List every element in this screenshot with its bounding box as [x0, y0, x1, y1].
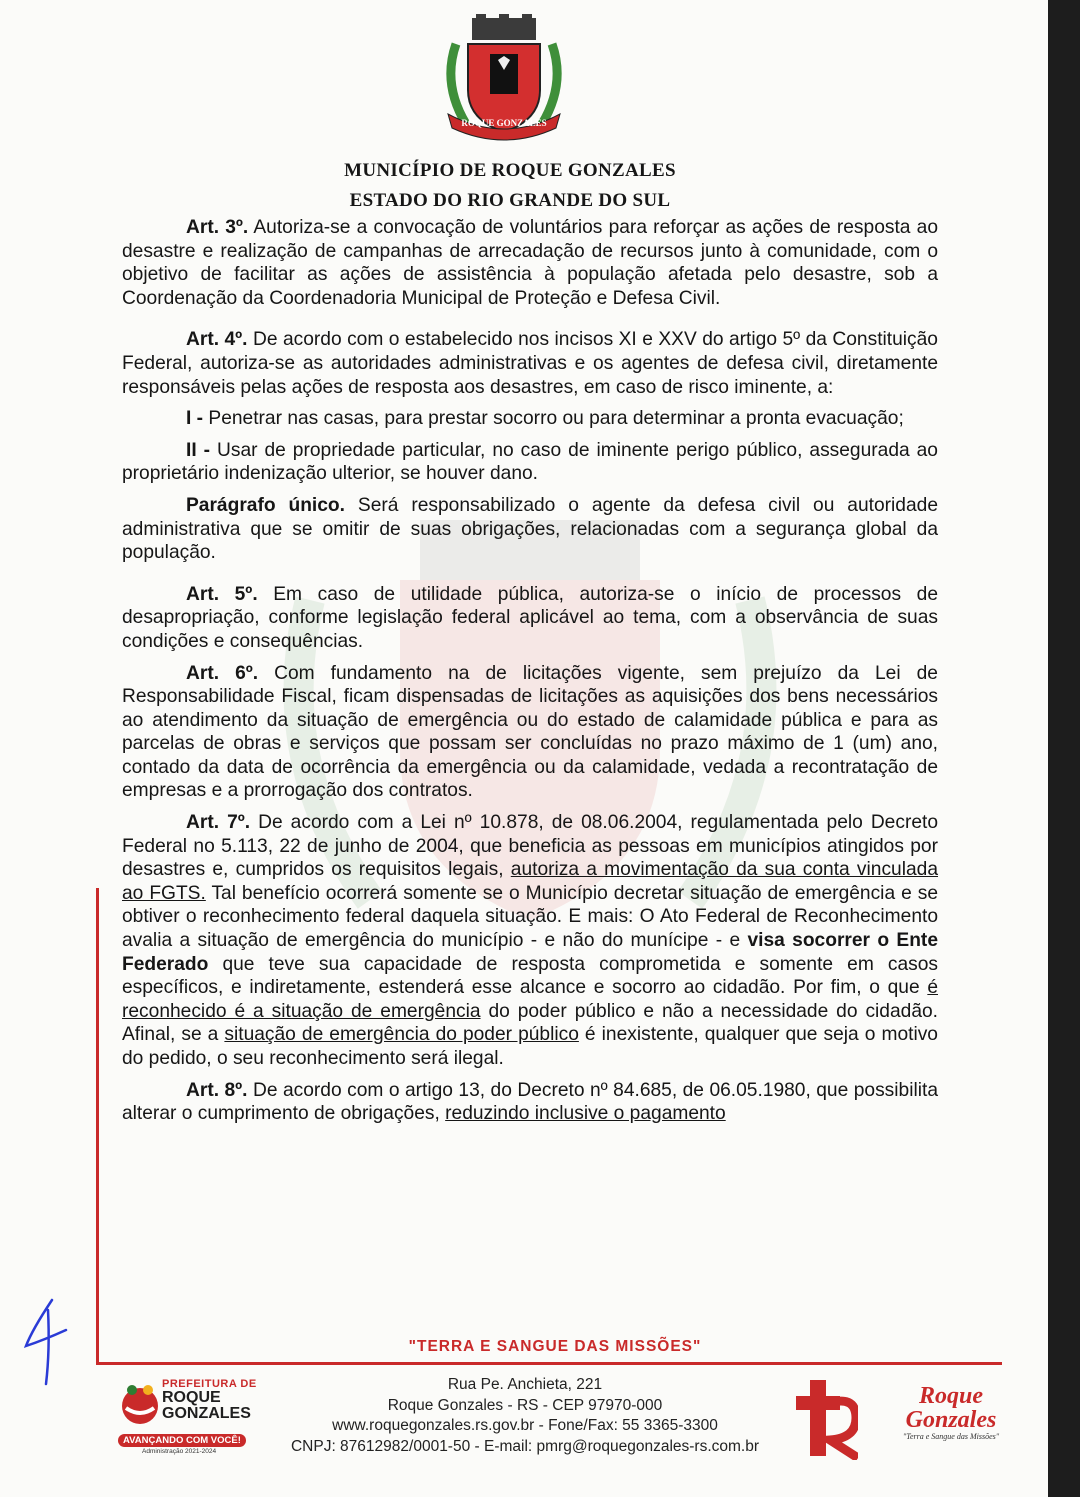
article-label: Art. 4º.	[186, 329, 248, 351]
address-line: Roque Gonzales - RS - CEP 97970-000	[387, 1396, 663, 1414]
underlined-text: situação de emergência do poder público	[224, 1024, 579, 1046]
article-5	[122, 583, 938, 654]
state-heading: ESTADO DO RIO GRANDE DO SUL	[349, 190, 671, 211]
article-text: Tal benefício ocorrerá somente se o Município decretar situação de emergência e se obtiver o reconhecimento federal daquela situação. E mais: O Ato Federal de Reconhecimento avalia a situação de emergência do município - e não do munícipe - e	[122, 882, 938, 952]
article-text: é inexistente, qualquer que seja o motivo do pedido, o seu reconhecimento será ilegal.	[122, 1024, 938, 1069]
roque-gonzales-brand-logo	[792, 1374, 1007, 1464]
municipality-heading: MUNICÍPIO DE ROQUE GONZALES	[344, 160, 676, 181]
brand-name-line2: Gonzales	[905, 1407, 997, 1433]
article-text: do poder público e não a necessidade do cidadão. Afinal, se a	[122, 1000, 938, 1046]
article-text: De acordo com o estabelecido nos incisos XI e XXV do artigo 5º da Constituição Federal, autoriza-se as autoridades administrativas e os agentes de defesa civil, diretamente responsáveis pelas ações de resposta aos desastres, em caso de risco iminente, a:	[122, 329, 938, 398]
motto: "TERRA E SANGUE DAS MISSÕES"	[408, 1338, 702, 1355]
article-4-item-1	[122, 407, 938, 431]
article-text: Em caso de utilidade pública, autoriza-se o início de processos de desapropriação, conforme legislação federal aplicável ao tema, com a observância de suas condições e consequências.	[122, 583, 938, 652]
svg-text:ROQUE GONZALES: ROQUE GONZALES	[461, 118, 547, 128]
brand-tagline: "Terra e Sangue das Missões"	[902, 1432, 1000, 1441]
article-label: Art. 8º.	[186, 1079, 248, 1101]
article-text: De acordo com a Lei nº 10.878, de 08.06.2004, regulamentada pelo Decreto Federal no 5.113, 22 de junho de 2004, que beneficia as pessoas em municípios atingidos por desastres e, cumpridos os requisitos legais,	[122, 812, 939, 881]
article-7	[122, 811, 938, 1071]
logo-admin-years: Administração 2021-2024	[142, 1448, 217, 1455]
article-text: que teve sua capacidade de resposta comprometida e somente em casos específicos, e indiretamente, estenderá esse alcance e socorro ao cidadão. Por fim, o que	[122, 953, 938, 999]
article-text: Autoriza-se a convocação de voluntários para reforçar as ações de resposta ao desastre e realização de campanhas de arrecadação de recursos junto à comunidade, com o objetivo de facilitar as ações de assistência à população afetada pelo desastre, sob a Coordenação da Coordenadoria Municipal de Proteção e Defesa Civil.	[122, 217, 938, 309]
item-label: I -	[186, 408, 204, 430]
article-4	[122, 328, 938, 399]
cnpj-email: CNPJ: 87612982/0001-50 - E-mail: pmrg@roquegonzales-rs.com.br	[290, 1437, 760, 1455]
article-label: Art. 3º.	[186, 217, 249, 238]
address-line: Rua Pe. Anchieta, 221	[447, 1376, 603, 1393]
item-label: II -	[186, 439, 211, 461]
article-label: Art. 7º.	[186, 812, 251, 834]
article-label: Art. 5º.	[186, 583, 258, 605]
document-body	[122, 216, 938, 1126]
footer-address	[270, 1375, 780, 1457]
red-border-vertical	[96, 888, 99, 1364]
coat-of-arms-logo	[438, 14, 570, 142]
article-label: Art. 6º.	[186, 662, 259, 684]
red-border-horizontal	[96, 1362, 1002, 1365]
paragraph-label: Parágrafo único.	[186, 494, 345, 516]
underlined-text: reduzindo inclusive o pagamento	[445, 1103, 726, 1125]
paragraph-text: Será responsabilizado o agente da defesa civil ou autoridade administrativa que se omitir de suas obrigações, relacionadas com a segurança global da população.	[122, 494, 938, 564]
prefeitura-logo	[112, 1374, 272, 1464]
logo-name-line1: ROQUE	[162, 1389, 221, 1406]
bold-text: visa socorrer o Ente Federado	[122, 930, 938, 975]
people-icon	[118, 1380, 162, 1428]
brand-name-line1: Roque	[918, 1383, 983, 1409]
underlined-text: autoriza a movimentação da sua conta vinculada ao FGTS.	[122, 859, 939, 904]
article-3	[122, 216, 938, 310]
cross-icon	[792, 1374, 858, 1460]
underlined-text: é reconhecido é a situação de emergência	[122, 977, 938, 1022]
logo-name-line2: GONZALES	[162, 1405, 251, 1422]
article-text: Com fundamento na de licitações vigente, sem prejuízo da Lei de Responsabilidade Fiscal, ficam dispensadas de licitações as aquisições dos bens necessários ao atendimento da situação de emergência ou do estado de calamidade pública e para as parcelas de obras e serviços que possam ser concluídas no prazo máximo de 1 (um) ano, contado da data de ocorrência da emergência ou da calamidade, vedada a recontratação de empresas e a prorrogação dos contratos.	[122, 662, 938, 802]
article-8	[122, 1079, 938, 1126]
item-text: Penetrar nas casas, para prestar socorro ou para determinar a pronta evacuação;	[203, 408, 904, 430]
website-phone: www.roquegonzales.rs.gov.br - Fone/Fax: 55 3365-3300	[332, 1417, 718, 1434]
article-4-item-2	[122, 439, 938, 486]
logo-slogan: AVANÇANDO COM VOCÊ!	[118, 1434, 246, 1447]
article-4-sole-paragraph	[122, 494, 938, 565]
article-text: De acordo com o artigo 13, do Decreto nº 84.685, de 06.05.1980, que possibilita alterar o cumprimento de obrigações,	[122, 1079, 938, 1125]
article-6	[122, 662, 938, 804]
logo-title: PREFEITURA DE	[162, 1378, 257, 1390]
item-text: Usar de propriedade particular, no caso de iminente perigo público, assegurada ao proprietário indenização ulterior, se houver dano.	[122, 439, 938, 485]
